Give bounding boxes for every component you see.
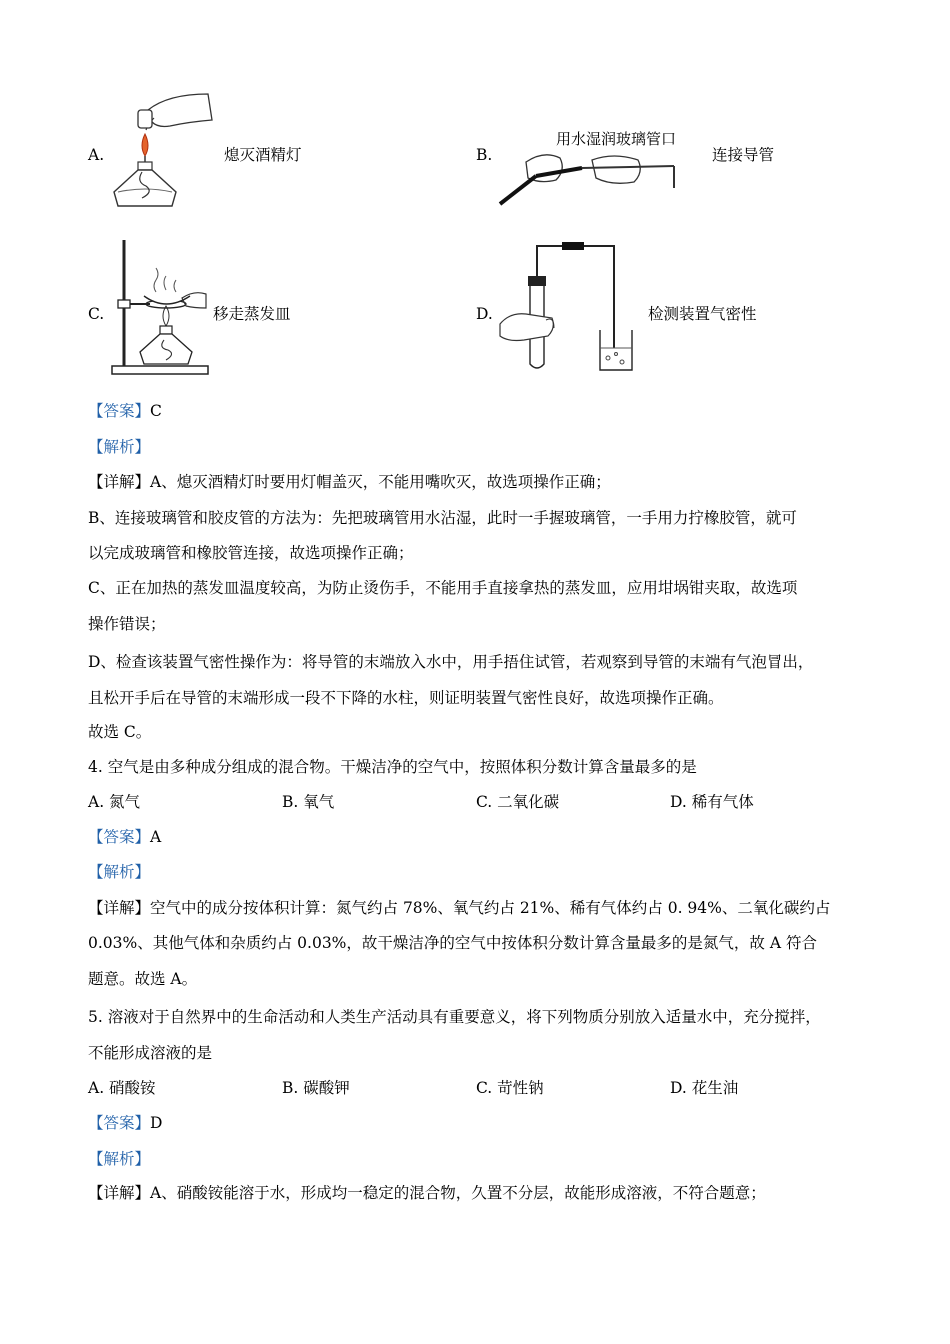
answer-tag: 【答案】 xyxy=(88,828,151,846)
evaporating-dish-image xyxy=(108,236,214,378)
option-c-caption: 移走蒸发皿 xyxy=(213,305,291,323)
q4-stem: 4. 空气是由多种成分组成的混合物。干燥洁净的空气中，按照体积分数计算含量最多的是 xyxy=(88,758,697,776)
q3-detail-line: 且松开手后在导管的末端形成一段不下降的水柱，则证明装置气密性良好，故选项操作正确。 xyxy=(88,689,724,707)
q3-answer xyxy=(88,401,162,421)
q3-analysis-tag: 【解析】 xyxy=(88,438,151,456)
q4-option-b: B. 氧气 xyxy=(282,793,335,811)
connect-tube-image xyxy=(496,148,702,210)
q5-option-b: B. 碳酸钾 xyxy=(282,1079,350,1097)
q4-option-d: D. 稀有气体 xyxy=(670,793,754,811)
answer-value: A xyxy=(150,828,162,846)
q3-detail-line xyxy=(88,472,611,492)
q4-analysis-tag: 【解析】 xyxy=(88,863,151,881)
q5-option-c: C. 苛性钠 xyxy=(476,1079,544,1097)
q4-detail-line xyxy=(88,898,830,918)
q5-option-d: D. 花生油 xyxy=(670,1079,739,1097)
q5-option-a: A. 硝酸铵 xyxy=(88,1079,156,1097)
detail-tag: 【详解】 xyxy=(88,1184,151,1202)
q4-detail-line: 0.03%、其他气体和杂质约占 0.03%，故干燥洁净的空气中按体积分数计算含量最多的是氮气，故 A 符合 xyxy=(88,934,817,952)
q3-detail-line: B、连接玻璃管和胶皮管的方法为：先把玻璃管用水沾湿，此时一手握玻璃管，一手用力拧橡胶管，就可 xyxy=(88,509,797,527)
q4-option-a: A. 氮气 xyxy=(88,793,141,811)
answer-value: D xyxy=(150,1114,163,1132)
option-c-letter: C. xyxy=(88,305,105,323)
answer-tag: 【答案】 xyxy=(88,402,151,420)
detail-tag: 【详解】 xyxy=(88,473,151,491)
q5-stem-line: 5. 溶液对于自然界中的生命活动和人类生产活动具有重要意义，将下列物质分别放入适量水中，充分搅拌， xyxy=(88,1008,821,1026)
q3-detail-line: D、检查该装置气密性操作为：将导管的末端放入水中，用手捂住试管，若观察到导管的末端有气泡冒出， xyxy=(88,653,814,671)
q4-answer xyxy=(88,827,161,847)
airtightness-test-image xyxy=(496,236,646,376)
q5-analysis-tag: 【解析】 xyxy=(88,1150,151,1168)
option-b-image-label: 用水湿润玻璃管口 xyxy=(556,130,677,148)
q5-stem-line: 不能形成溶液的是 xyxy=(88,1044,213,1062)
q3-detail-line: 操作错误； xyxy=(88,615,166,633)
q3-detail-line: C、正在加热的蒸发皿温度较高，为防止烫伤手，不能用手直接拿热的蒸发皿，应用坩埚钳夹取，故选项 xyxy=(88,579,798,597)
q3-detail-line: 以完成玻璃管和橡胶管连接，故选项操作正确； xyxy=(88,544,414,562)
option-d-letter: D. xyxy=(476,305,493,323)
option-b-caption: 连接导管 xyxy=(712,146,775,164)
option-a-caption: 熄灭酒精灯 xyxy=(224,146,302,164)
option-a-letter: A. xyxy=(88,146,105,164)
option-d-caption: 检测装置气密性 xyxy=(648,305,757,323)
q5-detail-line xyxy=(88,1183,766,1203)
detail-tag: 【详解】 xyxy=(88,899,151,917)
detail-text: 空气中的成分按体积计算：氮气约占 78%、氧气约占 21%、稀有气体约占 0. 94%、二氧化碳约占 xyxy=(150,899,831,917)
option-b-letter: B. xyxy=(476,146,493,164)
q3-detail-line: 故选 C。 xyxy=(88,723,152,741)
q4-detail-line: 题意。故选 A。 xyxy=(88,970,198,988)
detail-text: A、硝酸铵能溶于水，形成均一稳定的混合物，久置不分层，故能形成溶液，不符合题意； xyxy=(150,1184,766,1202)
detail-text: A、熄灭酒精灯时要用灯帽盖灭，不能用嘴吹灭，故选项操作正确； xyxy=(150,473,611,491)
answer-tag: 【答案】 xyxy=(88,1114,151,1132)
extinguish-lamp-image xyxy=(108,88,220,212)
q5-answer xyxy=(88,1113,162,1133)
q4-option-c: C. 二氧化碳 xyxy=(476,793,560,811)
answer-value: C xyxy=(150,402,162,420)
